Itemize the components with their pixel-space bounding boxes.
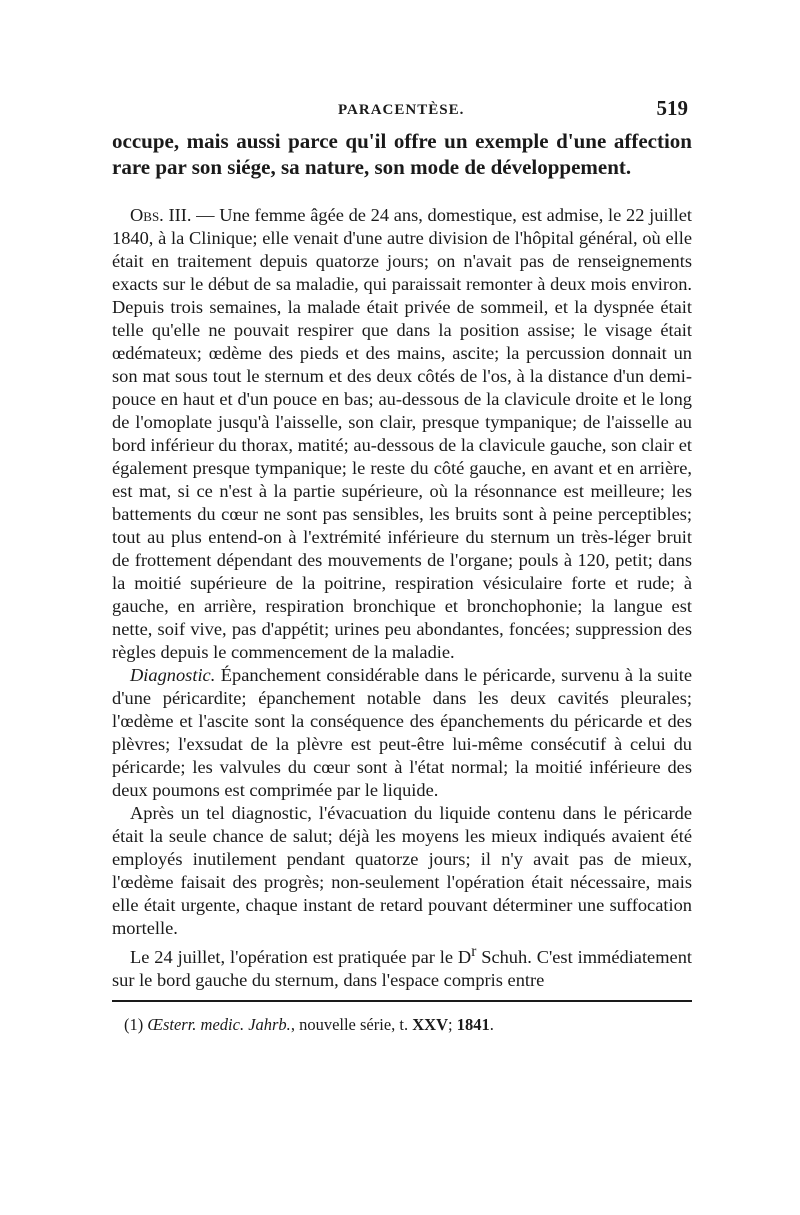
- operation-paragraph: [112, 940, 692, 992]
- running-header: [112, 92, 692, 126]
- observation-paragraph: [112, 204, 692, 664]
- treatment-paragraph: Après un tel diagnostic, l'évacuation du liquide contenu dans le péricarde était la seule chance de salut; déjà les moyens les mieux indiqués avaient été employés inutilement pendant quatorze jours; il n'y avait pas de mieux, l'œdème faisait des progrès; non-seulement l'opération était nécessaire, mais elle était urgente, chaque instant de retard pouvant déterminer une suffocation mortelle.: [112, 803, 692, 938]
- footnote-marker: (1): [124, 1015, 144, 1035]
- operation-text-end: Schuh. C'est immédiatement sur le bord gauche du sternum, dans l'espace compris entre: [112, 947, 692, 991]
- diagnostic-paragraph: [112, 664, 692, 802]
- operation-text-start: Le 24 juillet, l'opération est pratiquée par le D: [130, 947, 472, 968]
- footnote-year-sep: ;: [447, 1015, 457, 1035]
- footnote: [112, 1014, 692, 1036]
- footnote-rule: [112, 1000, 692, 1002]
- diagnostic-text: Épanchement considérable dans le péricarde, survenu à la suite d'une péricardite; épanchement notable dans les deux cavités pleurales; l'œdème et l'ascite sont la conséquence des épanchements du péricarde et des plèvres; l'exsudat de la plèvre est peut-être lui-même consécutif à celui du péricarde; les valvules du cœur sont à l'état normal; la moitié inférieure des deux poumons est comprimée par le liquide.: [112, 665, 692, 800]
- footnote-volume: XXV: [412, 1015, 448, 1035]
- footnote-series: , nouvelle série, t.: [290, 1015, 413, 1035]
- observation-label: Obs. III.: [130, 205, 192, 225]
- footnote-year: 1841: [456, 1015, 490, 1035]
- doctor-abbrev-superscript: r: [471, 943, 477, 960]
- page-number: 519: [656, 96, 688, 120]
- book-page: [112, 92, 692, 1036]
- footnote-end: .: [489, 1015, 494, 1035]
- running-title: PARACENTÈSE.: [338, 102, 465, 118]
- footnote-journal: Œsterr. medic. Jahrb.: [147, 1015, 291, 1035]
- observation-text: — Une femme âgée de 24 ans, domestique, est admise, le 22 juillet 1840, à la Clinique; elle venait d'une autre division de l'hôpital général, où elle était en traitement depuis quatorze jours; on n'avait pas de renseignements exacts sur le début de sa maladie, qui paraissait remonter à deux mois environ. Depuis trois semaines, la malade était privée de sommeil, et la dyspnée était telle qu'elle ne pouvait respirer que dans la position assise; le visage était œdémateux; œdème des pieds et des mains, ascite; la percussion donnait un son mat sous tout le sternum et des deux côtés de l'os, à la distance d'un demi-pouce en haut et d'un pouce en bas; au-dessous de la clavicule droite et le long de l'omoplate jusqu'à l'aisselle, son clair, presque tympanique; de l'aisselle au bord inférieur du thorax, matité; au-dessous de la clavicule gauche, son clair et également presque tympanique; le reste du côté gauche, en avant et en arrière, est mat, si ce n'est à la partie supérieure, où la résonnance est meilleure; les battements du cœur ne sont pas sensibles, les bruits sont à peine perceptibles; tout au plus entend-on à l'extrémité inférieure du sternum un très-léger bruit de frottement dépendant des mouvements de l'organe; pouls à 120, petit; dans la moitié supérieure de la poitrine, respiration vésiculaire forte et rude; à gauche, en arrière, respiration bronchique et bronchophonie; la langue est nette, soif vive, pas d'appétit; urines peu abondantes, foncées; suppression des règles depuis le commencement de la maladie.: [112, 205, 692, 662]
- lead-paragraph: occupe, mais aussi parce qu'il offre un exemple d'une affection rare par son siége, sa nature, son mode de développement.: [112, 129, 692, 179]
- diagnostic-label: Diagnostic.: [130, 665, 216, 685]
